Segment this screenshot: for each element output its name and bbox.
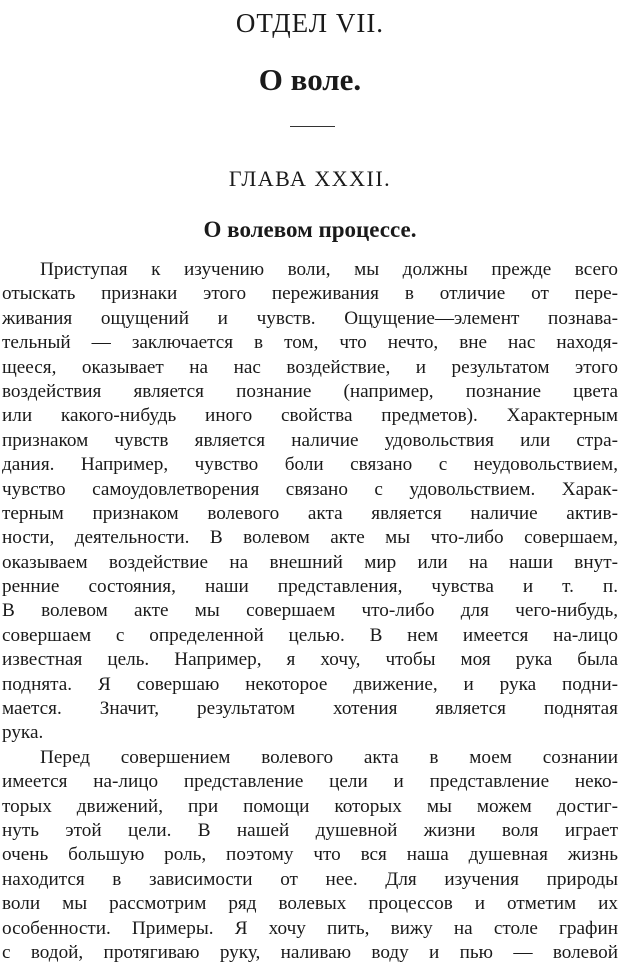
text-line: поднята. Я совершаю некоторое движение, и рука подни- (2, 673, 618, 695)
text-line: торых движений, при помощи которых мы можем достиг- (2, 795, 618, 817)
text-line: нуть этой цели. В нашей душевной жизни воля играет (2, 819, 618, 841)
text-line: терным признаком волевого акта является наличие актив- (2, 502, 618, 524)
divider-rule (290, 126, 335, 127)
text-line: с водой, протягиваю руку, наливаю воду и пью — волевой (2, 941, 618, 963)
text-line: Перед совершением волевого акта в моем сознании (40, 746, 618, 768)
chapter-number: ГЛАВА XXXII. (228, 166, 392, 191)
part-title: О воле. (258, 62, 362, 97)
text-line: мается. Значит, результатом хотения является поднятая (2, 698, 618, 720)
text-line: отыскать признаки этого переживания в отличие от пере- (2, 283, 618, 305)
chapter-title: О волевом процессе. (203, 217, 417, 242)
text-line: воздействия является познание (например, познание цвета (2, 380, 618, 402)
text-line: совершаем с определенной целью. В нем имеется на-лицо (2, 624, 618, 646)
text-line: щееся, оказывает на нас воздействие, и результатом этого (2, 356, 618, 378)
text-line: живания ощущений и чувств. Ощущение—элемент познава- (2, 307, 618, 329)
body-text (2, 258, 618, 965)
text-line: воли мы рассмотрим ряд волевых процессов и отметим их (2, 893, 618, 915)
text-line: признаком чувств является наличие удовольствия или стра- (2, 429, 618, 451)
text-line: ности, деятельности. В волевом акте мы что-либо совершаем, (2, 527, 618, 549)
text-line: или какого-нибудь иного свойства предметов). Характерным (2, 405, 618, 427)
text-line: находится в зависимости от нее. Для изучения природы (2, 868, 618, 890)
text-line: особенности. Примеры. Я хочу пить, вижу на столе графин (2, 917, 618, 939)
text-line: имеется на-лицо представление цели и представление неко- (2, 771, 618, 793)
text-line: В волевом акте мы совершаем что-либо для чего-нибудь, (2, 600, 618, 622)
text-line: рука. (2, 722, 44, 744)
text-line: известная цель. Например, я хочу, чтобы моя рука была (2, 649, 618, 671)
text-line: дания. Например, чувство боли связано с неудовольствием, (2, 454, 618, 476)
text-line: оказываем воздействие на внешний мир или на наши внут- (2, 551, 618, 573)
section-heading: ОТДЕЛ VII. (235, 8, 385, 38)
text-line: чувство самоудовлетворения связано с удовольствием. Харак- (2, 478, 618, 500)
text-line: очень большую роль, поэтому что вся наша душевная жизнь (2, 844, 618, 866)
text-line: тельный — заключается в том, что нечто, вне нас находя- (2, 332, 618, 354)
text-line: Приступая к изучению воли, мы должны прежде всего (40, 259, 618, 280)
text-line: ренние состояния, наши представления, чувства и т. п. (2, 576, 618, 598)
